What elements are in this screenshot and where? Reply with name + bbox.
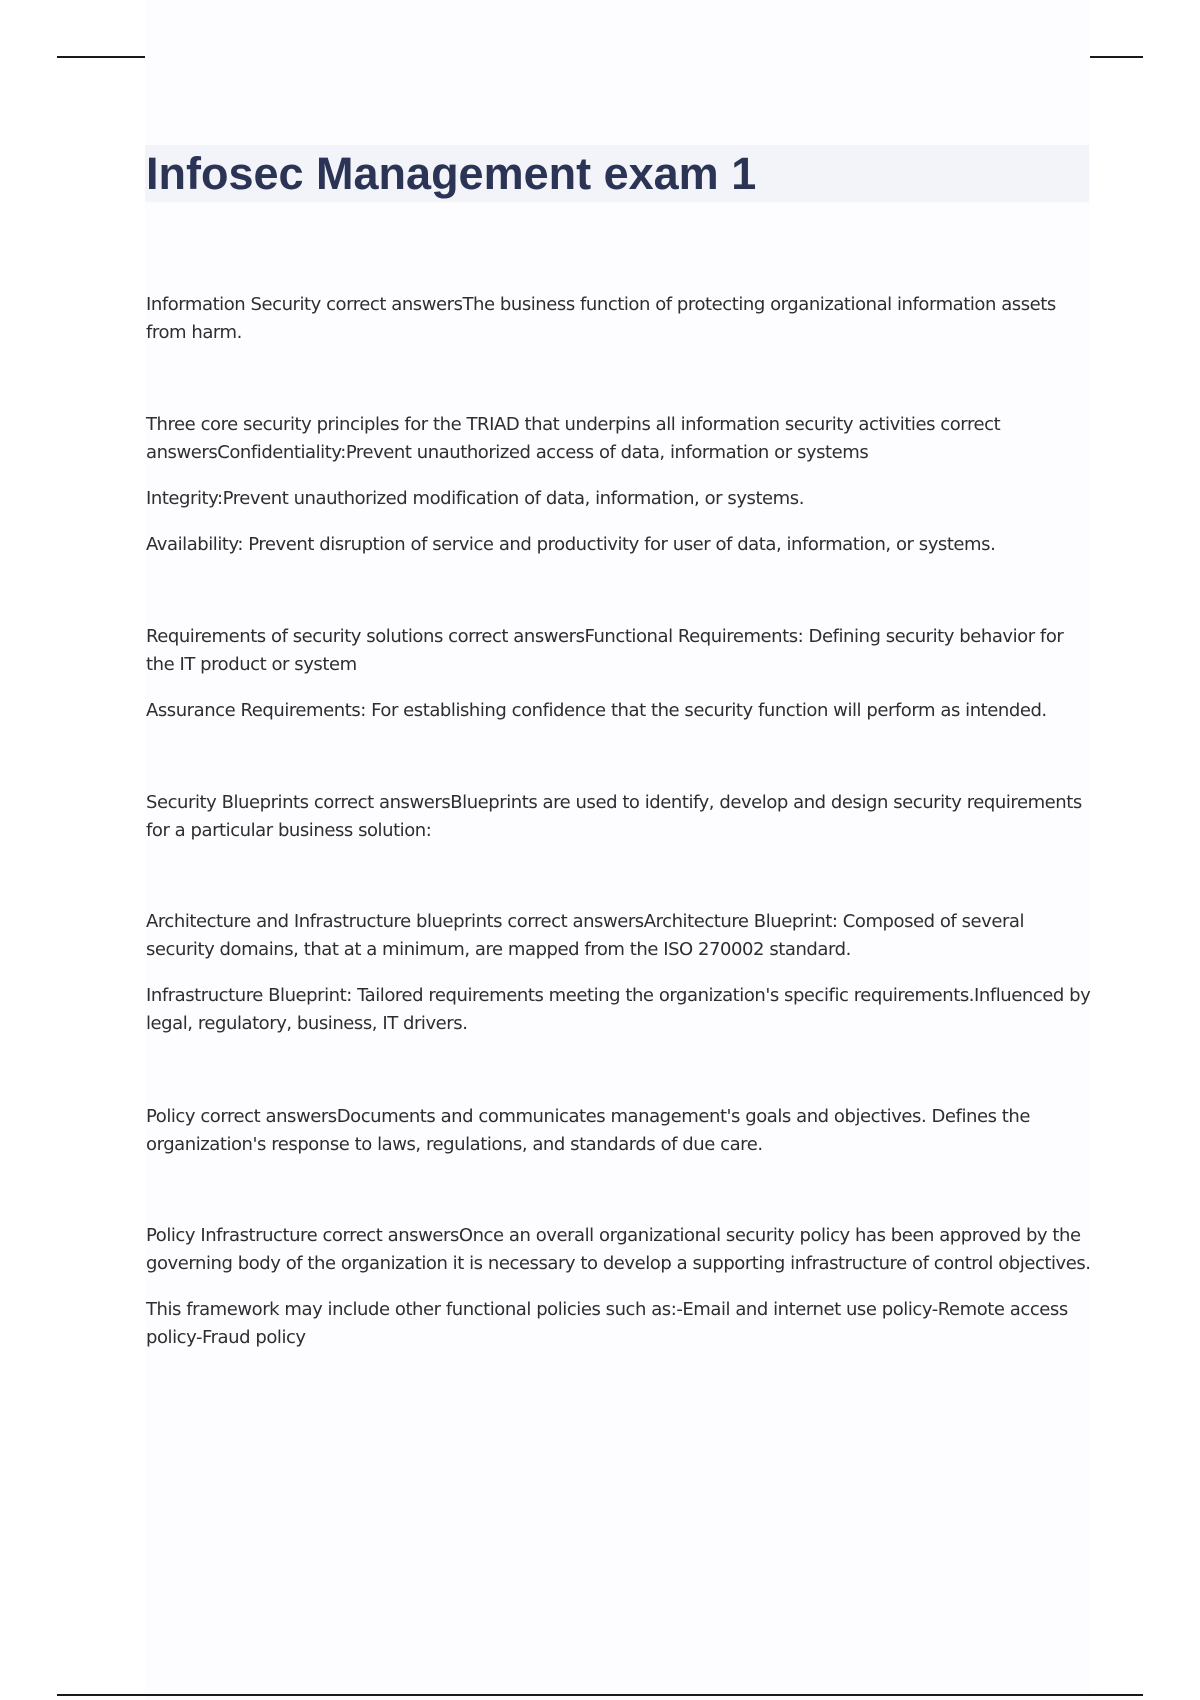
qa-entry-architecture-blueprints <box>146 908 1091 1038</box>
bottom-rule <box>57 1694 1143 1696</box>
qa-entry-security-blueprints <box>146 789 1091 845</box>
page-content-area <box>145 0 1090 1700</box>
entry-paragraph: Requirements of security solutions correct answersFunctional Requirements: Defining security behavior for the IT product or system <box>146 626 1064 675</box>
entry-paragraph: Information Security correct answersThe business function of protecting organizational information assets from harm. <box>146 294 1056 343</box>
entry-paragraph: Policy correct answersDocuments and communicates management's goals and objectives. Defines the organization's response to laws, regulations, and standards of due care. <box>146 1106 1030 1155</box>
entry-paragraph: Security Blueprints correct answersBlueprints are used to identify, develop and design security requirements for a particular business solution: <box>146 792 1082 841</box>
entry-paragraph: Assurance Requirements: For establishing confidence that the security function will perform as intended. <box>146 700 1047 721</box>
entry-paragraph: Availability: Prevent disruption of service and productivity for user of data, information, or systems. <box>146 534 996 555</box>
qa-entry-cia-triad <box>146 411 1091 559</box>
qa-entry-policy <box>146 1103 1091 1159</box>
qa-entry-policy-infrastructure <box>146 1222 1091 1352</box>
entry-paragraph: Infrastructure Blueprint: Tailored requirements meeting the organization's specific requirements.Influenced by legal, regulatory, business, IT drivers. <box>146 985 1091 1034</box>
qa-entry-security-requirements <box>146 623 1091 725</box>
entry-paragraph: This framework may include other functional policies such as:-Email and internet use policy-Remote access policy-Fraud policy <box>146 1299 1068 1348</box>
entry-paragraph: Architecture and Infrastructure blueprints correct answersArchitecture Blueprint: Composed of several security domains, that at a minimum, are mapped from the ISO 270002 standard. <box>146 911 1025 960</box>
entry-paragraph: Three core security principles for the TRIAD that underpins all information security activities correct answersConfidentiality:Prevent unauthorized access of data, information or systems <box>146 414 1001 463</box>
entry-paragraph: Integrity:Prevent unauthorized modification of data, information, or systems. <box>146 488 804 509</box>
entry-paragraph: Policy Infrastructure correct answersOnce an overall organizational security policy has been approved by the governing body of the organization it is necessary to develop a supporting infrastructure of control objectives. <box>146 1225 1091 1274</box>
document-title: Infosec Management exam 1 <box>146 148 757 199</box>
qa-entry-information-security <box>146 291 1091 347</box>
